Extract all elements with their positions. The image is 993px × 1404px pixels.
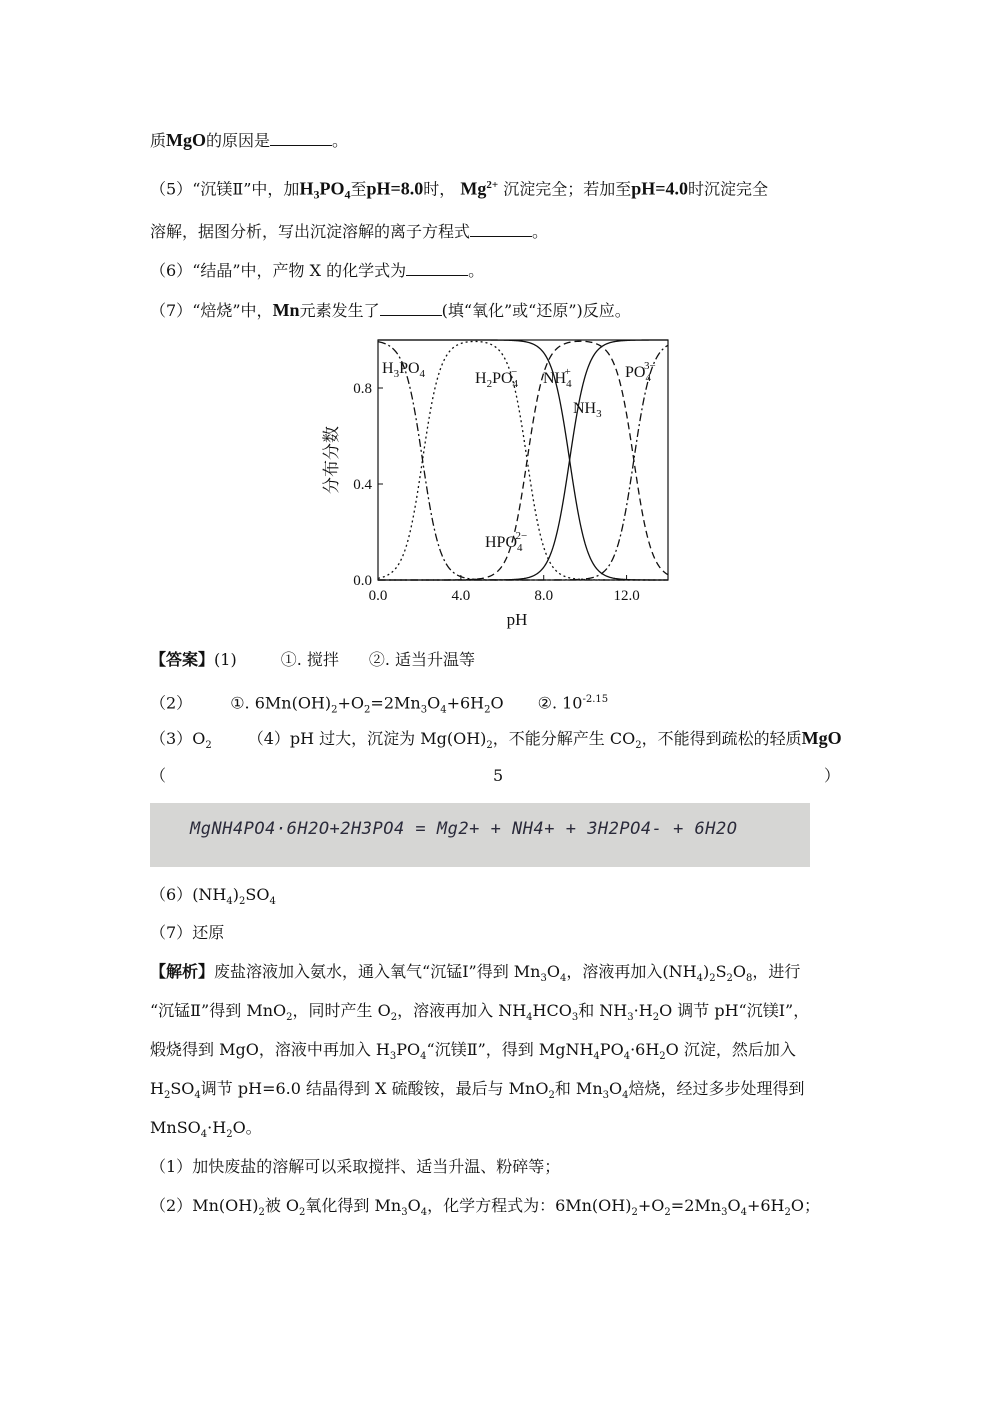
answer-line-6: $(6)(NH_4)_2SO_4$ [150, 885, 276, 908]
analysis-line-6: （1）加快废盐的溶解可以采取搅拌、适当升温、粉碎等； [150, 1157, 561, 1176]
y-tick-label: 0.8 [353, 381, 372, 397]
analysis-line-5: $MnSO_4\cdot H_2O$。 [150, 1118, 262, 1141]
answer-line-2: （2） ①. $6Mn(OH)_2+O_2=2Mn_3O_4+6H_2O$ ②. $10^{-2.15}$ [150, 693, 609, 716]
answer-blank[interactable] [470, 222, 532, 237]
y-axis-label: 分布分数 [322, 426, 341, 494]
x-tick-label: 0.0 [368, 588, 388, 604]
handwritten-equation: MgNH4PO4·6H2O+2H3PO4 = Mg2+ + NH4+ + 3H2PO4- + 6H2O [190, 819, 738, 839]
y-tick-label: 0.0 [353, 573, 372, 589]
analysis-line-4: $H_2SO_4$调节 pH=6.0 结晶得到 X 硫酸铵，最后与 MnO$_2$和 $Mn_3O_4$焙烧，经过多步处理得到 [150, 1079, 805, 1102]
answer-blank[interactable] [406, 261, 468, 276]
x-tick-label: 12.0 [613, 588, 640, 604]
analysis-line-3: 煅烧得到 MgO，溶液中再加入 $H_3PO_4“$沉镁Ⅱ”，得到 $MgNH_4PO_4\cdot 6H_2O$ 沉淀，然后加入 [150, 1040, 796, 1063]
answer-line-3: $(3)O_2$ （4）pH 过大，沉淀为 $Mg(OH)_2$，不能分解产生 $CO_2$，不能得到疏松的轻质MgO [150, 728, 842, 752]
label-h3po4: $H_3PO_4$ [382, 360, 426, 380]
x-tick-label: 4.0 [451, 588, 471, 604]
handwritten-answer-image [150, 803, 810, 867]
answer-line-1: 【答案】(1) ①. 搅拌 ②. 适当升温等 [150, 650, 476, 669]
label-nh4: $NH_4+$ [543, 366, 572, 390]
label-po4: $PO_43-$ [625, 360, 656, 384]
question-6: （6）“结晶”中，产物 X 的化学式为 。 [150, 261, 485, 280]
label-hpo4: $HPO_42-$ [485, 530, 528, 554]
y-tick-label: 0.4 [353, 477, 372, 493]
question-5: （5）“沉镁Ⅱ”中，加$H_3PO_4$至pH=8.0时， $Mg^{2+}$ 沉淀完全；若加至pH=4.0时沉淀完全 [150, 178, 769, 202]
answer-blank[interactable] [380, 301, 442, 316]
answer-blank[interactable] [270, 131, 332, 146]
label-nh3: $NH_3$ [573, 400, 602, 420]
analysis-line-1: 【解析】废盐溶液加入氨水，通入氧气“沉锰Ⅰ”得到 $Mn_3O_4$，溶液再加入$(NH_4)_2S_2O_8$，进行 [150, 962, 801, 985]
question-7: （7）“焙烧”中，Mn元素发生了 (填“氧化”或“还原”)反应。 [150, 300, 631, 320]
answer-line-7: （7）还原 [150, 923, 225, 942]
distribution-fraction-chart [315, 335, 685, 635]
x-axis-label: pH [506, 610, 528, 629]
label-h2po4: $H_2PO_4-$ [475, 366, 519, 390]
question-continuation: 质MgO的原因是 。 [150, 130, 349, 150]
analysis-line-7: $(2)Mn(OH)_2$被 $O_2$氧化得到 $Mn_3O_4$，化学方程式为：$6Mn(OH)_2+O_2=2Mn_3O_4+6H_2O$； [150, 1196, 820, 1219]
analysis-line-2: “沉锰Ⅱ”得到 MnO$_2$，同时产生 $O_2$，溶液再加入 $NH_4HCO_3$和 $NH_3\cdot H_2O$ 调节 pH“沉镁Ⅰ”， [150, 1001, 810, 1024]
question-5-continued: 溶解，据图分析，写出沉淀溶解的离子方程式 。 [150, 222, 549, 241]
x-tick-label: 8.0 [534, 588, 554, 604]
